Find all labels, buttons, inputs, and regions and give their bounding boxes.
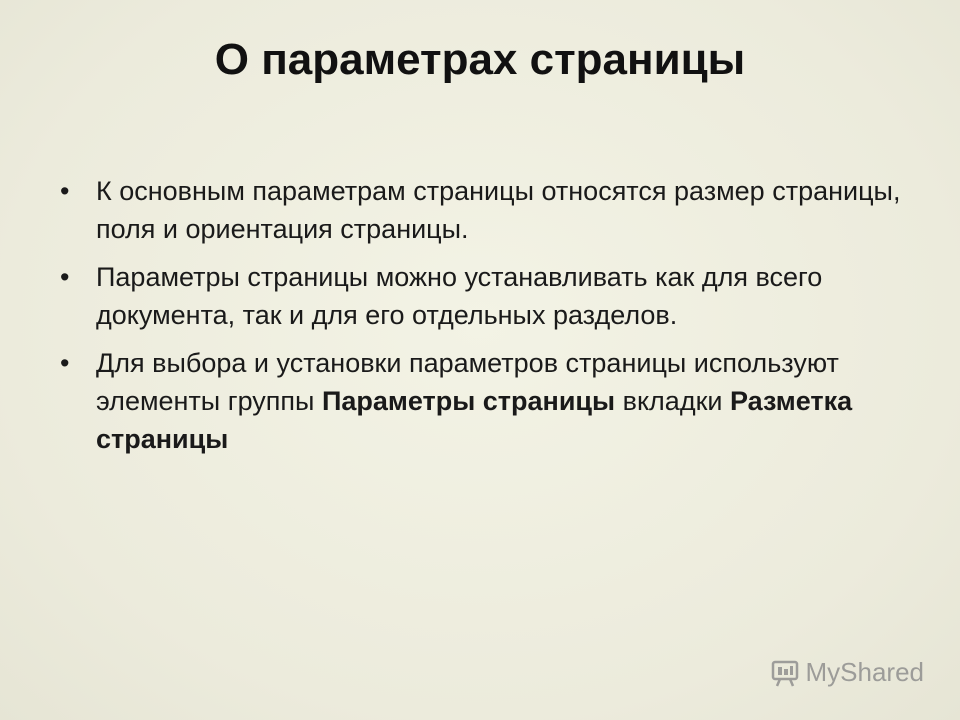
bullet-text: К основным параметрам страницы относятся размер страницы, поля и ориентация страницы. <box>96 176 901 244</box>
bullet-text: Параметры страницы можно устанавливать как для всего документа, так и для его отдельных разделов. <box>96 262 823 330</box>
bullet-item <box>60 344 920 458</box>
watermark-logo <box>770 657 925 688</box>
bullet-text-part: вкладки <box>615 386 730 416</box>
bullet-marker: • <box>60 176 70 206</box>
bullet-bold-text: Параметры страницы <box>321 386 616 416</box>
presentation-board-icon <box>770 658 800 688</box>
bullet-item <box>60 258 920 334</box>
slide-title: О параметрах страницы <box>214 35 746 84</box>
bullet-item <box>60 172 920 248</box>
bullet-marker: • <box>60 262 70 292</box>
bullet-marker: • <box>60 348 70 378</box>
bullet-text-part: Для выбора и установки параметров страницы используют элементы группы <box>96 348 839 416</box>
bullet-bold-text: Разметка страницы <box>96 386 853 454</box>
watermark-text: MyShared <box>805 657 924 687</box>
bullet-list <box>60 172 920 468</box>
